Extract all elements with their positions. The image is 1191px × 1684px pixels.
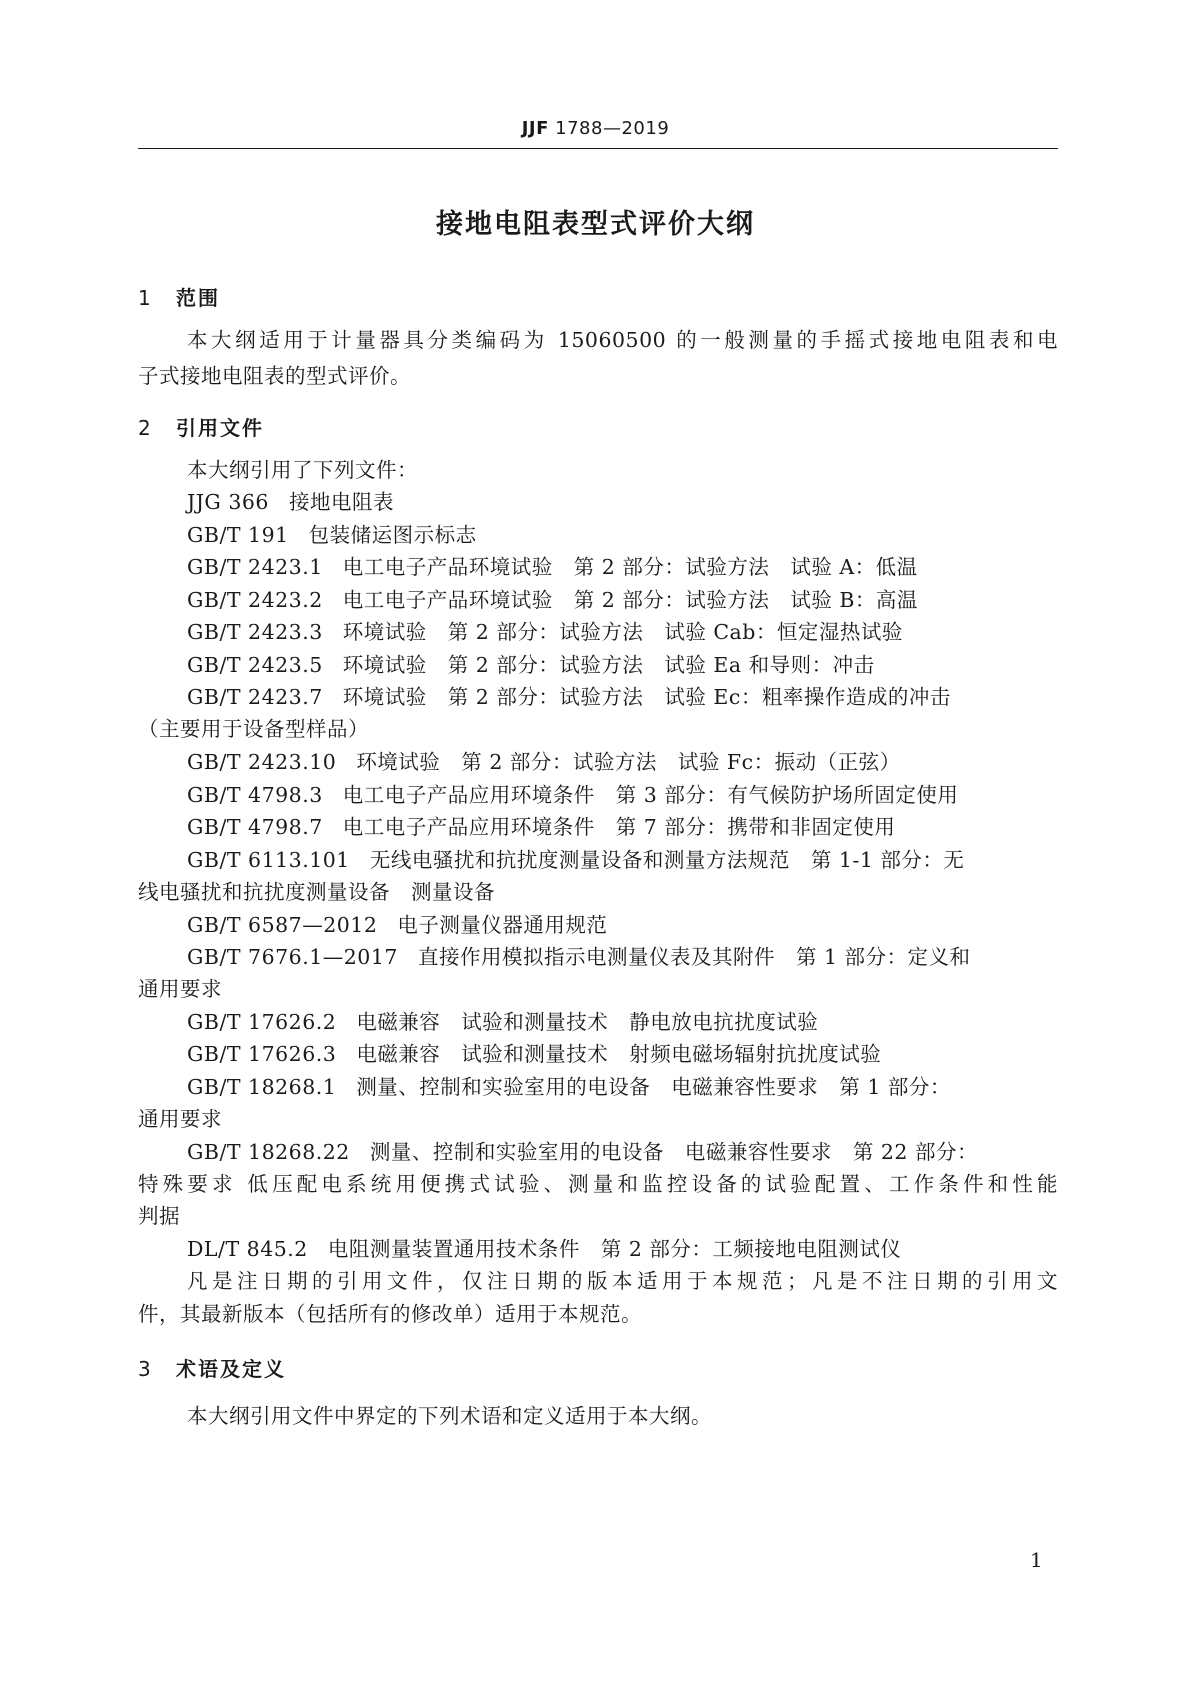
- reference-title: 无线电骚扰和抗扰度测量设备和测量方法规范 第 1-1 部分：无: [369, 848, 965, 872]
- reference-code: GB/T 2423.2: [187, 588, 323, 612]
- page-header: [0, 118, 1191, 139]
- section-title: 引用文件: [176, 416, 264, 440]
- reference-item: [187, 647, 875, 683]
- header-divider: [138, 148, 1058, 149]
- header-code: JJF: [521, 118, 549, 139]
- terms-intro: 本大纲引用文件中界定的下列术语和定义适用于本大纲。: [187, 1404, 712, 1428]
- reference-continuation: 通用要求: [138, 1107, 222, 1131]
- references-intro: 本大纲引用了下列文件：: [187, 458, 418, 482]
- reference-item: [187, 809, 895, 845]
- reference-title: 测量、控制和实验室用的电设备 电磁兼容性要求 第 1 部分：: [356, 1075, 951, 1099]
- reference-continuation: 特殊要求 低压配电系统用便携式试验、测量和监控设备的试验配置、工作条件和性能: [138, 1172, 1058, 1196]
- section-title: 范围: [176, 286, 220, 310]
- reference-title: 包装储运图示标志: [308, 523, 477, 547]
- reference-code: GB/T 18268.22: [187, 1140, 350, 1164]
- references-note-line-2: 件，其最新版本（包括所有的修改单）适用于本规范。: [138, 1302, 642, 1326]
- reference-title: 接地电阻表: [288, 490, 394, 514]
- reference-item: [187, 1004, 818, 1040]
- reference-continuation: 通用要求: [138, 977, 222, 1001]
- reference-item: [187, 679, 951, 715]
- section-title: 术语及定义: [176, 1357, 286, 1381]
- reference-code: GB/T 2423.3: [187, 620, 323, 644]
- reference-item: [187, 777, 958, 813]
- reference-item: [187, 1036, 881, 1072]
- reference-title: 电工电子产品环境试验 第 2 部分：试验方法 试验 B：高温: [342, 588, 918, 612]
- section-number: 1: [138, 286, 153, 310]
- reference-code: GB/T 2423.7: [187, 685, 323, 709]
- reference-code: DL/T 845.2: [187, 1237, 308, 1261]
- reference-code: GB/T 17626.2: [187, 1010, 337, 1034]
- reference-code: GB/T 2423.10: [187, 750, 337, 774]
- reference-title: 环境试验 第 2 部分：试验方法 试验 Ea 和导则：冲击: [342, 653, 875, 677]
- reference-title: 测量、控制和实验室用的电设备 电磁兼容性要求 第 22 部分：: [369, 1140, 978, 1164]
- section-heading-references: [138, 412, 264, 441]
- reference-title: 直接作用模拟指示电测量仪表及其附件 第 1 部分：定义和: [417, 945, 971, 969]
- reference-title: 电工电子产品环境试验 第 2 部分：试验方法 试验 A：低温: [342, 555, 918, 579]
- reference-code: GB/T 7676.1—2017: [187, 945, 398, 969]
- reference-code: GB/T 2423.5: [187, 653, 323, 677]
- reference-item: [187, 1069, 951, 1105]
- reference-code: GB/T 6113.101: [187, 848, 350, 872]
- reference-title: 电磁兼容 试验和测量技术 射频电磁场辐射抗扰度试验: [356, 1042, 882, 1066]
- reference-code: JJG 366: [187, 490, 269, 514]
- reference-item: [187, 484, 394, 520]
- reference-title: 环境试验 第 2 部分：试验方法 试验 Fc：振动（正弦）: [356, 750, 901, 774]
- section-heading-scope: [138, 282, 220, 311]
- reference-continuation: （主要用于设备型样品）: [138, 717, 369, 741]
- reference-code: GB/T 191: [187, 523, 289, 547]
- reference-title: 电阻测量装置通用技术条件 第 2 部分：工频接地电阻测试仪: [327, 1237, 902, 1261]
- reference-continuation: 线电骚扰和抗扰度测量设备 测量设备: [138, 880, 495, 904]
- reference-item: [187, 939, 971, 975]
- reference-item: [187, 1134, 978, 1170]
- reference-title: 电磁兼容 试验和测量技术 静电放电抗扰度试验: [356, 1010, 819, 1034]
- reference-code: GB/T 4798.7: [187, 815, 323, 839]
- header-number: 1788—2019: [555, 118, 670, 139]
- scope-line-2: 子式接地电阻表的型式评价。: [138, 364, 411, 388]
- reference-title: 环境试验 第 2 部分：试验方法 试验 Cab：恒定湿热试验: [342, 620, 903, 644]
- reference-code: GB/T 17626.3: [187, 1042, 337, 1066]
- reference-code: GB/T 4798.3: [187, 783, 323, 807]
- reference-title: 电工电子产品应用环境条件 第 7 部分：携带和非固定使用: [342, 815, 896, 839]
- reference-code: GB/T 2423.1: [187, 555, 323, 579]
- section-number: 2: [138, 416, 153, 440]
- reference-continuation: 判据: [138, 1204, 180, 1228]
- reference-code: GB/T 6587—2012: [187, 913, 378, 937]
- reference-item: [187, 1231, 901, 1267]
- reference-title: 电子测量仪器通用规范: [397, 913, 608, 937]
- document-title: 接地电阻表型式评价大纲: [436, 209, 755, 240]
- reference-title: 电工电子产品应用环境条件 第 3 部分：有气候防护场所固定使用: [342, 783, 959, 807]
- section-heading-terms: [138, 1353, 286, 1382]
- reference-item: [187, 907, 607, 943]
- reference-item: [187, 582, 918, 618]
- section-number: 3: [138, 1357, 153, 1381]
- page-number: 1: [1030, 1548, 1043, 1572]
- reference-item: [187, 517, 477, 553]
- reference-title: 环境试验 第 2 部分：试验方法 试验 Ec：粗率操作造成的冲击: [342, 685, 951, 709]
- references-note-line-1: 凡是注日期的引用文件，仅注日期的版本适用于本规范；凡是不注日期的引用文: [187, 1269, 1058, 1293]
- reference-item: [187, 842, 964, 878]
- reference-item: [187, 549, 918, 585]
- reference-item: [187, 614, 903, 650]
- scope-line-1: 本大纲适用于计量器具分类编码为 15060500 的一般测量的手摇式接地电阻表和电: [187, 328, 1058, 352]
- reference-code: GB/T 18268.1: [187, 1075, 337, 1099]
- reference-item: [187, 744, 901, 780]
